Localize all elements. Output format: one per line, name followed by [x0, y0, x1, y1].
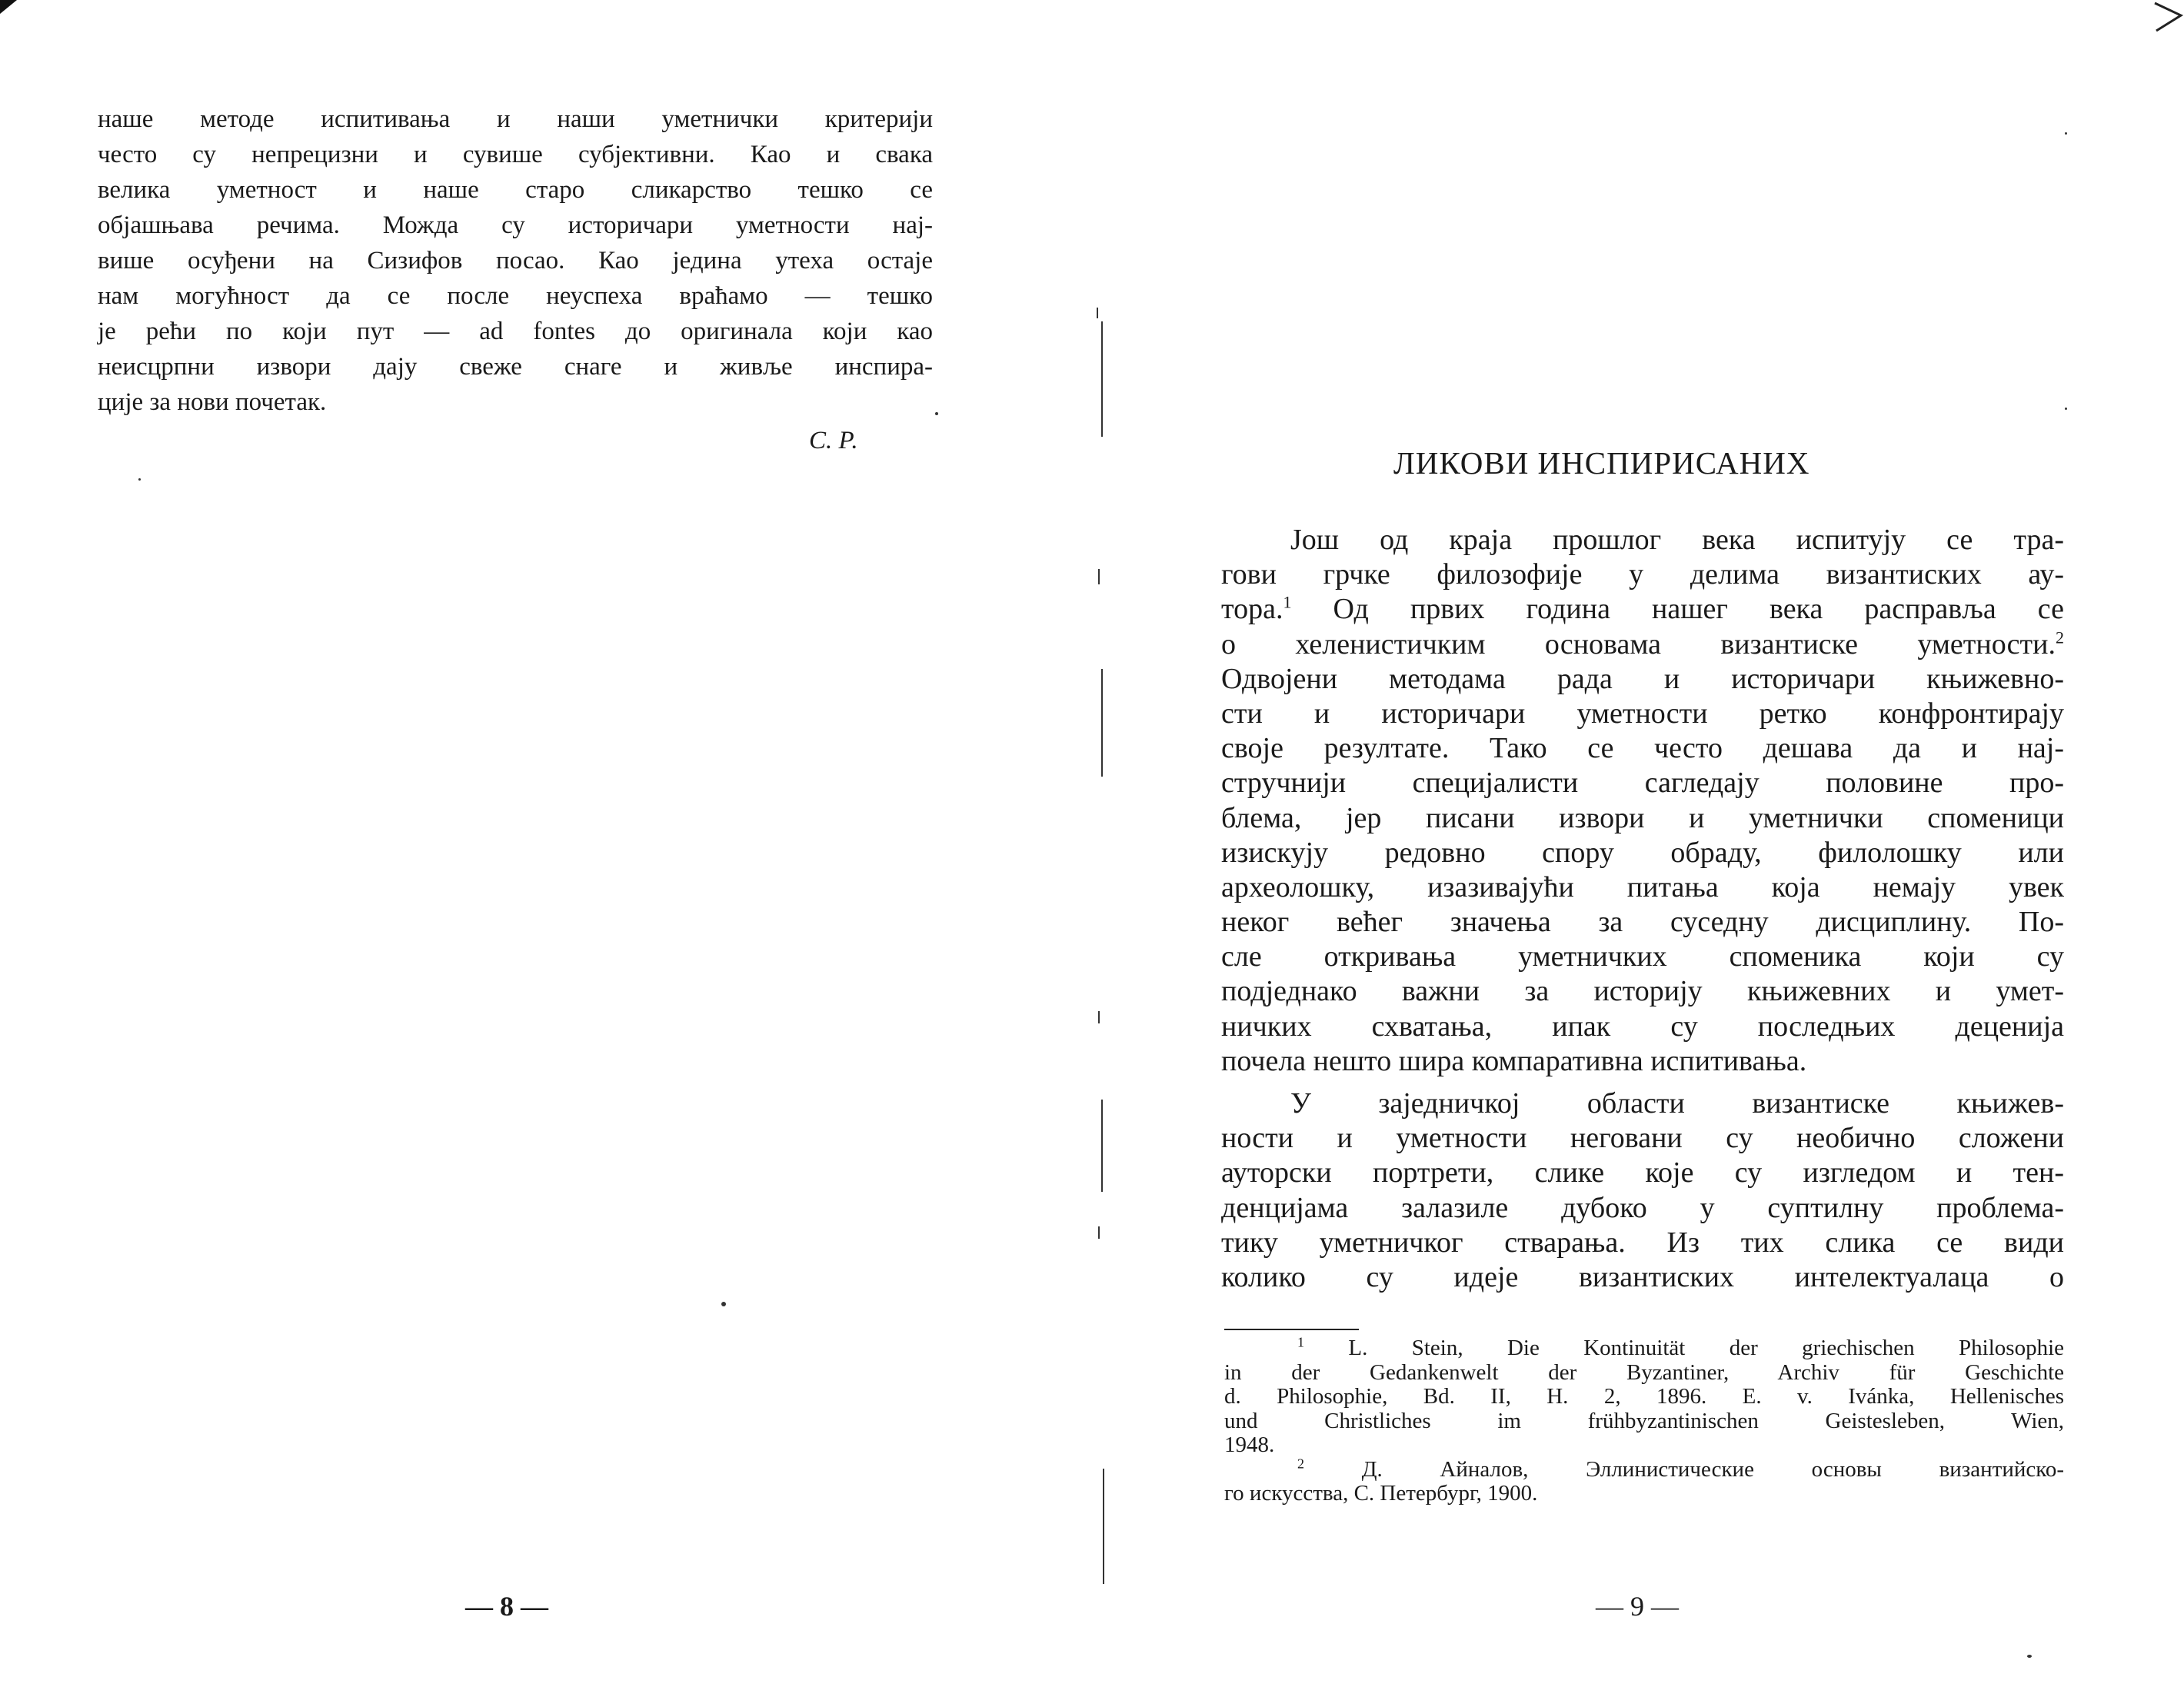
- text-line: неисцрпни извори дају свеже снаге и живље инспира-: [98, 353, 933, 381]
- text-line: неког већег значења за суседну дисциплину. По-: [1221, 906, 2064, 939]
- text-line: своје резултате. Тако се често дешава да и нај-: [1221, 732, 2064, 765]
- footnote-rule: [1224, 1329, 1359, 1330]
- text-line: ције за нови почетак.: [98, 388, 327, 416]
- footnote-mark: 2: [1297, 1455, 1304, 1471]
- scan-corner-mark: [0, 0, 18, 18]
- gutter-mark: [1103, 1469, 1104, 1584]
- page-number-left: — 8 —: [465, 1591, 548, 1622]
- text-segment: Д. Айналов, Эллинистические основы византийско-: [1361, 1456, 2065, 1482]
- footnote-line: го искусства, С. Петербург, 1900.: [1224, 1481, 1538, 1506]
- text-line: тику уметничког стварања. Из тих слика се види: [1221, 1226, 2064, 1259]
- gutter-mark: [1101, 669, 1103, 777]
- text-line: блема, јер писани извори и уметнички споменици: [1221, 801, 2064, 834]
- gutter-mark: [1098, 569, 1100, 584]
- text-line: подједнако важни за историју књижевних и умет-: [1221, 975, 2064, 1008]
- gutter-mark: [1101, 321, 1103, 437]
- text-line: нам могућност да се после неуспеха враћамо — тешко: [98, 282, 933, 310]
- text-line: колико су идеје византиских интелектуалаца о: [1221, 1260, 2064, 1293]
- text-line: Одвојени методама рада и историчари књижевно-: [1221, 662, 2064, 695]
- text-line: У заједничкој области византиске књижев-: [1290, 1087, 2064, 1120]
- gutter-mark: [1101, 1100, 1103, 1192]
- text-line: гови грчке филозофије у делима византиских ау-: [1221, 558, 2064, 591]
- text-line: ничких схватања, ипак су последњих деценија: [1221, 1010, 2064, 1043]
- scan-speck: [138, 478, 141, 481]
- right-page-text: [1221, 523, 2064, 1295]
- text-segment: о хеленистичким основама византиске уметности.: [1221, 627, 2056, 660]
- text-line: почела нешто шира компаративна испитивања.: [1221, 1044, 1807, 1077]
- footnote-line: [1224, 1455, 2065, 1482]
- footnote-mark: 1: [1297, 1334, 1304, 1350]
- gutter-mark: [1098, 1226, 1100, 1239]
- text-line: наше методе испитивања и наши уметнички критерији: [98, 105, 933, 133]
- scan-corner-mark: [2153, 0, 2184, 34]
- scan-speck: [2065, 408, 2067, 410]
- text-line: је рећи по који пут — ad fontes до оригинала који као: [98, 318, 933, 345]
- page-number-right: — 9 —: [1596, 1591, 1679, 1622]
- text-line: изискују редовно спору обраду, филолошку или: [1221, 836, 2064, 869]
- scan-speck: [2065, 132, 2067, 135]
- scan-speck: [2027, 1655, 2032, 1658]
- footnote-line: [1224, 1336, 2064, 1361]
- text-line: Још од краја прошлог века испитују се тра-: [1290, 524, 2064, 556]
- chapter-title: ЛИКОВИ ИНСПИРИСАНИХ: [1393, 445, 1810, 481]
- text-segment: Од првих година нашег века расправља се: [1291, 593, 2064, 626]
- text-line: често су непрецизни и сувише субјективни. Као и свака: [98, 141, 933, 168]
- gutter-mark: [1098, 1011, 1100, 1023]
- text-line: велика уметност и наше старо сликарство тешко се: [98, 176, 933, 204]
- left-page-text: [98, 101, 933, 420]
- text-line: денцијама залазиле дубоко у суптилну проблема-: [1221, 1191, 2064, 1224]
- footnote-line: d. Philosophie, Bd. II, H. 2, 1896. E. v. Ivánka, Hellenisches: [1224, 1384, 2064, 1409]
- footnote-line: 1948.: [1224, 1432, 1275, 1457]
- footnote-line: in der Gedankenwelt der Byzantiner, Archiv für Geschichte: [1224, 1359, 2064, 1385]
- text-line: [1221, 592, 2064, 627]
- text-line: [1221, 627, 2064, 662]
- scan-speck: [935, 412, 938, 415]
- footnote-ref: 2: [2056, 627, 2064, 647]
- text-line: стручнији специјалисти сагледају половине про-: [1221, 767, 2064, 800]
- scan-speck: [721, 1302, 726, 1306]
- text-line: више осуђени на Сизифов посао. Као једина утеха остаје: [98, 247, 933, 275]
- text-line: ауторски портрети, слике које су изгледом и тен-: [1221, 1156, 2064, 1190]
- text-segment: L. Stein, Die Kontinuität der griechischen Philosophie: [1348, 1336, 2064, 1360]
- author-signature: С. Р.: [809, 427, 858, 454]
- footnote-ref: 1: [1283, 592, 1292, 612]
- gutter-mark: [1097, 308, 1098, 318]
- text-line: објашњава речима. Можда су историчари уметности нај-: [98, 211, 933, 239]
- text-line: ности и уметности неговани су необично сложени: [1221, 1122, 2064, 1155]
- text-line: археолошку, изазивајући питања која немају увек: [1221, 870, 2064, 903]
- footnotes: [1224, 1336, 2064, 1506]
- text-line: сти и историчари уметности ретко конфронтирају: [1221, 697, 2064, 730]
- footnote-line: und Christliches im frühbyzantinischen Geistesleben, Wien,: [1224, 1408, 2064, 1433]
- text-segment: тора.: [1221, 593, 1283, 626]
- text-line: сле откривања уметничких споменика који су: [1221, 940, 2064, 973]
